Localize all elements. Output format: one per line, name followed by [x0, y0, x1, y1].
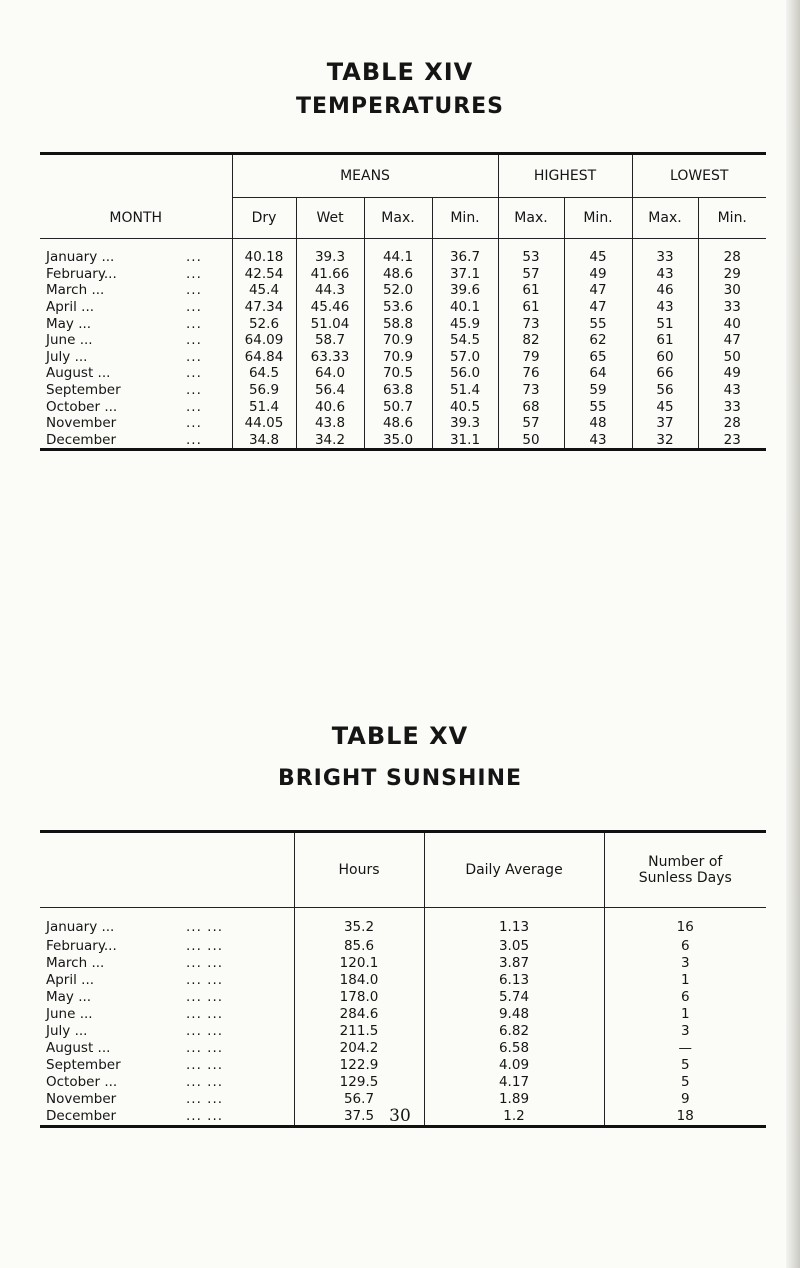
bright-sunshine-table [40, 830, 766, 1128]
value-cell: 46 [632, 282, 698, 299]
value-cell: 58.8 [364, 315, 432, 332]
value-cell: 43.8 [296, 415, 364, 432]
month-label: September [46, 1056, 121, 1073]
value-cell: 70.9 [364, 349, 432, 366]
value-cell: 29 [698, 266, 766, 283]
table-row [40, 1023, 766, 1040]
value-cell: 54.5 [432, 332, 498, 349]
value-cell: 3 [604, 955, 766, 972]
value-cell: 64.5 [232, 365, 296, 382]
month-label: June ... [46, 1005, 93, 1022]
value-cell: 49 [564, 266, 632, 283]
table-row [40, 239, 766, 266]
month-cell [40, 415, 232, 432]
value-cell: 70.9 [364, 332, 432, 349]
temp-column-header: Dry [232, 198, 296, 239]
value-cell: 39.3 [432, 415, 498, 432]
value-cell: 56 [632, 382, 698, 399]
value-cell: 211.5 [294, 1023, 424, 1040]
value-cell: 43 [632, 266, 698, 283]
month-label: May ... [46, 315, 92, 332]
table-row [40, 365, 766, 382]
month-cell [40, 989, 294, 1006]
value-cell: 55 [564, 315, 632, 332]
sunshine-column-header: Number of Sunless Days [604, 832, 766, 908]
value-cell: 18 [604, 1108, 766, 1127]
value-cell: 32 [632, 432, 698, 450]
table-row [40, 382, 766, 399]
leader-dots: ... ... [186, 919, 224, 936]
month-cell [40, 332, 232, 349]
value-cell: 56.4 [296, 382, 364, 399]
table-row [40, 908, 766, 938]
table-row [40, 315, 766, 332]
leader-dots: ... [186, 249, 202, 266]
value-cell: 204.2 [294, 1040, 424, 1057]
value-cell: 37 [632, 415, 698, 432]
value-cell: 40.6 [296, 398, 364, 415]
value-cell: 39.3 [296, 239, 364, 266]
value-cell: 79 [498, 349, 564, 366]
value-cell: 47 [564, 282, 632, 299]
table-row [40, 1091, 766, 1108]
month-label: January ... [46, 249, 115, 266]
value-cell: 45.9 [432, 315, 498, 332]
leader-dots: ... [186, 431, 202, 448]
value-cell: 57.0 [432, 349, 498, 366]
value-cell: 59 [564, 382, 632, 399]
value-cell: 1.2 [424, 1108, 604, 1127]
month-label: October ... [46, 398, 118, 415]
value-cell: 45 [632, 398, 698, 415]
month-cell [40, 432, 232, 450]
month-header-spacer [40, 832, 294, 908]
month-label: September [46, 382, 121, 399]
value-cell: 50 [498, 432, 564, 450]
value-cell: 64 [564, 365, 632, 382]
temp-column-header: Wet [296, 198, 364, 239]
value-cell: 43 [698, 382, 766, 399]
value-cell: 61 [632, 332, 698, 349]
value-cell: 62 [564, 332, 632, 349]
month-cell [40, 972, 294, 989]
sunshine-column-header: Hours [294, 832, 424, 908]
page-number: 30 [389, 1106, 411, 1126]
value-cell: 6.13 [424, 972, 604, 989]
temperatures-table [40, 152, 766, 451]
leader-dots: ... [186, 299, 202, 316]
table-row [40, 938, 766, 955]
value-cell: 51.04 [296, 315, 364, 332]
table-row [40, 398, 766, 415]
value-cell: 33 [632, 239, 698, 266]
value-cell: 1.89 [424, 1091, 604, 1108]
table-xiv-subtitle: TEMPERATURES [295, 94, 505, 119]
table-row [40, 282, 766, 299]
month-label: August ... [46, 365, 111, 382]
value-cell: 43 [632, 299, 698, 316]
value-cell: 63.33 [296, 349, 364, 366]
leader-dots: ... ... [186, 1039, 224, 1056]
value-cell: 35.0 [364, 432, 432, 450]
value-cell: 70.5 [364, 365, 432, 382]
value-cell: 56.9 [232, 382, 296, 399]
highest-group-header: HIGHEST [498, 154, 632, 198]
value-cell: 1.13 [424, 908, 604, 938]
value-cell: 48.6 [364, 415, 432, 432]
value-cell: 40.18 [232, 239, 296, 266]
month-cell [40, 908, 294, 938]
value-cell: 51.4 [432, 382, 498, 399]
value-cell: 33 [698, 299, 766, 316]
leader-dots: ... [186, 382, 202, 399]
month-label: July ... [46, 1022, 88, 1039]
month-cell [40, 938, 294, 955]
table-xv-subtitle: BRIGHT SUNSHINE [277, 766, 523, 791]
month-label: April ... [46, 971, 95, 988]
leader-dots: ... ... [186, 1056, 224, 1073]
month-label: February... [46, 265, 117, 282]
value-cell: 60 [632, 349, 698, 366]
leader-dots: ... ... [186, 937, 224, 954]
month-cell [40, 349, 232, 366]
value-cell: 31.1 [432, 432, 498, 450]
value-cell: 40.1 [432, 299, 498, 316]
month-cell [40, 382, 232, 399]
temp-column-header: Max. [364, 198, 432, 239]
leader-dots: ... [186, 282, 202, 299]
leader-dots: ... [186, 332, 202, 349]
value-cell: 64.0 [296, 365, 364, 382]
month-label: December [46, 1107, 117, 1124]
value-cell: 4.17 [424, 1074, 604, 1091]
value-cell: 47.34 [232, 299, 296, 316]
value-cell: 9.48 [424, 1006, 604, 1023]
leader-dots: ... ... [186, 1005, 224, 1022]
table-row [40, 1074, 766, 1091]
value-cell: 48.6 [364, 266, 432, 283]
month-column-header: MONTH [109, 209, 163, 226]
table-row [40, 415, 766, 432]
table-row [40, 299, 766, 316]
value-cell: 53.6 [364, 299, 432, 316]
month-label: December [46, 431, 117, 448]
value-cell: 28 [698, 239, 766, 266]
value-cell: 42.54 [232, 266, 296, 283]
value-cell: 61 [498, 282, 564, 299]
value-cell: 178.0 [294, 989, 424, 1006]
value-cell: 1 [604, 972, 766, 989]
table-row [40, 1006, 766, 1023]
month-label: July ... [46, 348, 88, 365]
value-cell: 34.8 [232, 432, 296, 450]
leader-dots: ... ... [186, 1073, 224, 1090]
value-cell: 129.5 [294, 1074, 424, 1091]
table-row [40, 1040, 766, 1057]
value-cell: — [604, 1040, 766, 1057]
value-cell: 30 [698, 282, 766, 299]
month-cell [40, 1040, 294, 1057]
value-cell: 53 [498, 239, 564, 266]
month-cell [40, 1074, 294, 1091]
value-cell: 43 [564, 432, 632, 450]
value-cell: 6 [604, 938, 766, 955]
value-cell: 45.46 [296, 299, 364, 316]
leader-dots: ... [186, 365, 202, 382]
month-cell [40, 239, 232, 266]
means-group-header: MEANS [232, 154, 498, 198]
value-cell: 37.5 [294, 1108, 424, 1127]
value-cell: 6.82 [424, 1023, 604, 1040]
leader-dots: ... [186, 398, 202, 415]
month-cell [40, 1091, 294, 1108]
table-row [40, 989, 766, 1006]
leader-dots: ... [186, 415, 202, 432]
value-cell: 23 [698, 432, 766, 450]
value-cell: 6.58 [424, 1040, 604, 1057]
value-cell: 40.5 [432, 398, 498, 415]
value-cell: 64.84 [232, 349, 296, 366]
table-row [40, 349, 766, 366]
month-label: August ... [46, 1039, 111, 1056]
value-cell: 76 [498, 365, 564, 382]
value-cell: 56.0 [432, 365, 498, 382]
leader-dots: ... [186, 265, 202, 282]
month-cell [40, 365, 232, 382]
table-row [40, 332, 766, 349]
value-cell: 5 [604, 1057, 766, 1074]
value-cell: 73 [498, 382, 564, 399]
sunshine-column-header: Daily Average [424, 832, 604, 908]
value-cell: 35.2 [294, 908, 424, 938]
value-cell: 61 [498, 299, 564, 316]
month-cell [40, 1006, 294, 1023]
value-cell: 1 [604, 1006, 766, 1023]
month-label: March ... [46, 954, 105, 971]
value-cell: 64.09 [232, 332, 296, 349]
table-row [40, 972, 766, 989]
value-cell: 82 [498, 332, 564, 349]
table-row [40, 432, 766, 450]
value-cell: 34.2 [296, 432, 364, 450]
value-cell: 4.09 [424, 1057, 604, 1074]
temp-column-header: Max. [632, 198, 698, 239]
value-cell: 45.4 [232, 282, 296, 299]
leader-dots: ... ... [186, 954, 224, 971]
temp-column-header: Min. [698, 198, 766, 239]
value-cell: 51.4 [232, 398, 296, 415]
value-cell: 28 [698, 415, 766, 432]
value-cell: 5 [604, 1074, 766, 1091]
value-cell: 44.05 [232, 415, 296, 432]
month-label: April ... [46, 299, 95, 316]
value-cell: 36.7 [432, 239, 498, 266]
month-header-spacer [40, 154, 232, 198]
table-xiv-title: TABLE XIV [326, 58, 474, 86]
value-cell: 40 [698, 315, 766, 332]
month-cell [40, 299, 232, 316]
value-cell: 122.9 [294, 1057, 424, 1074]
month-cell [40, 1057, 294, 1074]
value-cell: 3.87 [424, 955, 604, 972]
month-cell [40, 266, 232, 283]
month-label: May ... [46, 988, 92, 1005]
value-cell: 45 [564, 239, 632, 266]
value-cell: 33 [698, 398, 766, 415]
value-cell: 63.8 [364, 382, 432, 399]
month-label: February... [46, 937, 117, 954]
month-cell [40, 955, 294, 972]
value-cell: 184.0 [294, 972, 424, 989]
value-cell: 52.6 [232, 315, 296, 332]
table-row [40, 266, 766, 283]
value-cell: 49 [698, 365, 766, 382]
month-cell [40, 1023, 294, 1040]
month-label: November [46, 415, 117, 432]
leader-dots: ... ... [186, 1107, 224, 1124]
value-cell: 73 [498, 315, 564, 332]
month-label: October ... [46, 1073, 118, 1090]
scan-edge-shadow [786, 0, 800, 1268]
leader-dots: ... ... [186, 971, 224, 988]
leader-dots: ... ... [186, 1022, 224, 1039]
value-cell: 284.6 [294, 1006, 424, 1023]
value-cell: 57 [498, 415, 564, 432]
month-label: January ... [46, 919, 115, 936]
value-cell: 44.1 [364, 239, 432, 266]
value-cell: 41.66 [296, 266, 364, 283]
value-cell: 68 [498, 398, 564, 415]
value-cell: 51 [632, 315, 698, 332]
value-cell: 85.6 [294, 938, 424, 955]
value-cell: 55 [564, 398, 632, 415]
value-cell: 58.7 [296, 332, 364, 349]
value-cell: 44.3 [296, 282, 364, 299]
month-label: March ... [46, 282, 105, 299]
month-label: June ... [46, 332, 93, 349]
value-cell: 50 [698, 349, 766, 366]
value-cell: 66 [632, 365, 698, 382]
table-row [40, 1057, 766, 1074]
value-cell: 5.74 [424, 989, 604, 1006]
value-cell: 6 [604, 989, 766, 1006]
month-label: November [46, 1090, 117, 1107]
value-cell: 65 [564, 349, 632, 366]
temp-column-header: Min. [432, 198, 498, 239]
value-cell: 48 [564, 415, 632, 432]
value-cell: 57 [498, 266, 564, 283]
value-cell: 3 [604, 1023, 766, 1040]
leader-dots: ... [186, 315, 202, 332]
value-cell: 47 [698, 332, 766, 349]
month-cell [40, 398, 232, 415]
leader-dots: ... [186, 348, 202, 365]
table-row [40, 955, 766, 972]
value-cell: 39.6 [432, 282, 498, 299]
month-cell [40, 315, 232, 332]
leader-dots: ... ... [186, 1090, 224, 1107]
month-cell [40, 282, 232, 299]
table-xv-title: TABLE XV [331, 722, 469, 750]
value-cell: 47 [564, 299, 632, 316]
value-cell: 37.1 [432, 266, 498, 283]
value-cell: 50.7 [364, 398, 432, 415]
value-cell: 52.0 [364, 282, 432, 299]
value-cell: 16 [604, 908, 766, 938]
temp-column-header: Min. [564, 198, 632, 239]
value-cell: 120.1 [294, 955, 424, 972]
leader-dots: ... ... [186, 988, 224, 1005]
temp-column-header: Max. [498, 198, 564, 239]
value-cell: 9 [604, 1091, 766, 1108]
lowest-group-header: LOWEST [632, 154, 766, 198]
value-cell: 56.7 [294, 1091, 424, 1108]
value-cell: 3.05 [424, 938, 604, 955]
